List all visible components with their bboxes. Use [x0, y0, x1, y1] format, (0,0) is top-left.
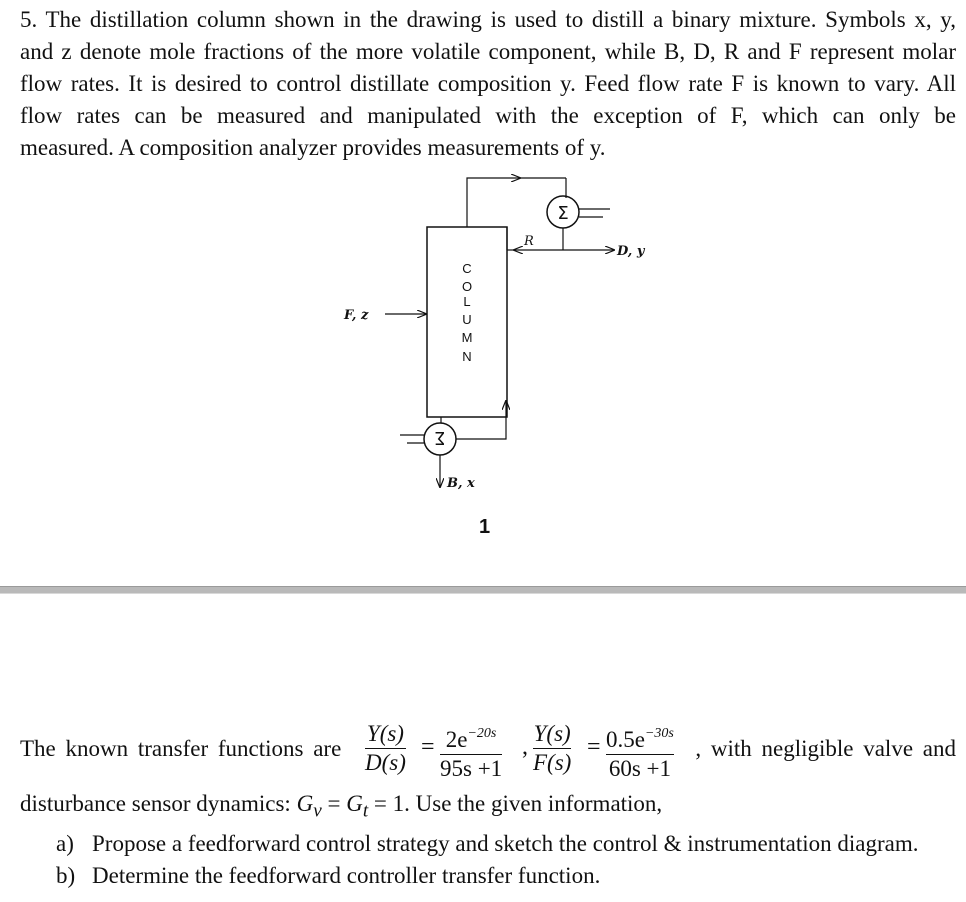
column-letter: U [462, 312, 472, 327]
transfer-lead-text: The known transfer functions are [20, 736, 342, 761]
distillation-column-diagram [0, 165, 966, 545]
problem-line: measured. A composition analyzer provides measurements of y. [20, 135, 606, 160]
question-part-b: b) Determine the feedforward controller transfer function. [56, 863, 601, 888]
column-letter: N [462, 349, 472, 364]
tf1-lhs-fraction: $\frac{Y(s)}{D(s)}$ [365, 721, 406, 775]
tf2-rhs-fraction: $\frac{0.5e^{-30s}}{60s +1}$ [606, 726, 674, 781]
transfer-trailing-text: , with negligible valve and [695, 736, 956, 761]
question-part-a: a) Propose a feedforward control strategy and sketch the control & instrumentation diagram. [56, 831, 919, 856]
tf2-lhs-fraction: $\frac{Y(s)}{F(s)}$ [533, 721, 572, 775]
problem-line: flow rates. It is desired to control distillate composition y. Feed flow rate F is known to vary. All [20, 71, 956, 96]
tf-separator-comma: , [522, 734, 528, 760]
column-letter: L [463, 294, 471, 309]
tf1-equals: = [421, 734, 435, 760]
problem-statement [20, 4, 956, 164]
page-divider [0, 586, 966, 594]
condenser-symbol: Σ [557, 203, 569, 224]
tf1-rhs-fraction: $\frac{2e^{-20s}}{95s +1}$ [440, 726, 503, 781]
overhead-vapor-line [467, 178, 520, 227]
problem-line: 5. The distillation column shown in the drawing is used to distill a binary mixture. Symbols x, y, [20, 7, 956, 32]
column-letter: M [461, 330, 473, 345]
column-letter: C [462, 261, 472, 276]
distillate-label: D, y [617, 244, 645, 259]
problem-line: flow rates can be measured and manipulated with the exception of F, which can only be [20, 103, 956, 128]
transfer-functions-line [20, 716, 956, 782]
sensor-dynamics-line: disturbance sensor dynamics: $G_v = G_t = 1$. Use the given information, [20, 791, 663, 822]
question-parts [56, 828, 918, 892]
column-letter: O [461, 279, 473, 294]
tf2-equals: = [587, 734, 601, 760]
problem-line: and z denote mole fractions of the more volatile component, while B, D, R and F represent molar [20, 39, 956, 64]
boilup-return-line [456, 401, 506, 439]
page-number: 1 [479, 516, 491, 538]
reboiler-symbol: Σ [434, 427, 446, 448]
feed-label: F, z [344, 308, 369, 323]
reflux-label: R [524, 234, 534, 249]
bottoms-label: B, x [447, 476, 475, 491]
